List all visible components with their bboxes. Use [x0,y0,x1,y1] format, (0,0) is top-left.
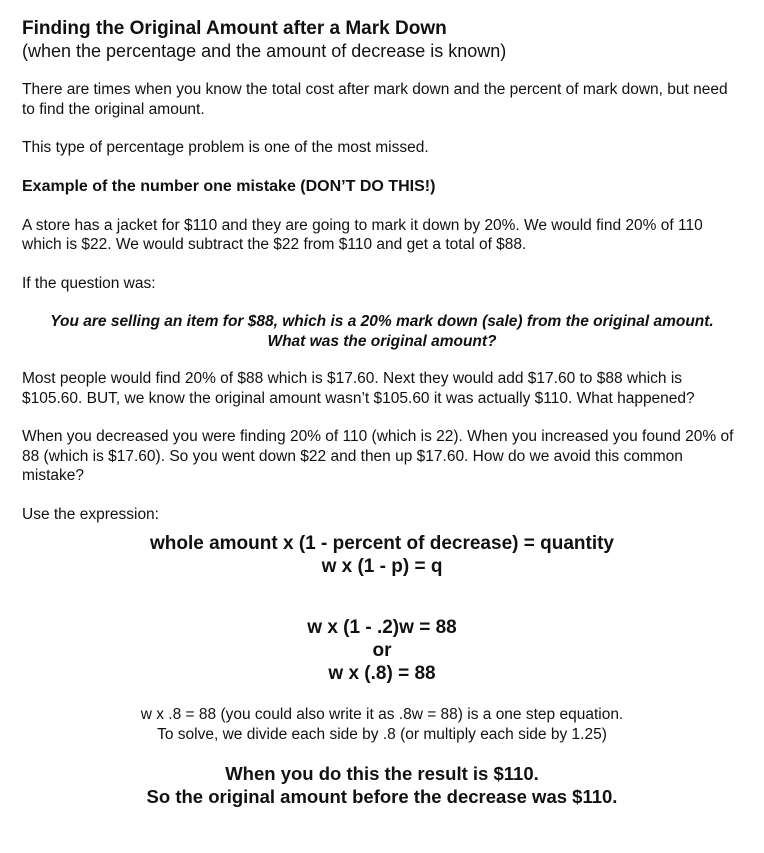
explanation-line-1: w x .8 = 88 (you could also write it as .8w = 88) is a one step equation. [140,706,624,723]
example-paragraph: A store has a jacket for $110 and they are going to mark it down by 20%. We would find 20% of 110 which is $22. We would subtract the $22 from $110 and get a total of $88. [22,216,703,253]
formula-symbols: w x (1 - p) = q [321,556,443,577]
most-people-paragraph: Most people would find 20% of $88 which is $17.60. Next they would add $17.60 to $88 which is $105.60. BUT, we know the original amount wasn’t $105.60 it was actually $110. What happened? [22,370,695,407]
page-subtitle: (when the percentage and the amount of decrease is known) [22,41,507,61]
equation-2: w x (.8) = 88 [328,663,436,684]
explanation-block [22,705,742,744]
use-expression-text: Use the expression: [22,505,159,523]
example-heading: Example of the number one mistake (DON’T DO THIS!) [22,177,436,195]
missed-note-paragraph: This type of percentage problem is one of the most missed. [22,139,429,156]
equation-block [22,616,742,685]
equation-1: w x (1 - .2)w = 88 [307,617,457,638]
question-line-1: You are selling an item for $88, which is a 20% mark down (sale) from the original amount. [50,313,714,330]
formula-block [22,532,742,578]
decreased-paragraph: When you decreased you were finding 20% of 110 (which is 22). When you increased you found 20% of 88 (which is $17.60). So you went down $22 and then up $17.60. How do we avoid this common mistake? [22,428,734,484]
result-line-1: When you do this the result is $110. [225,763,539,784]
question-block [22,312,742,351]
equation-or: or [372,640,392,661]
result-line-2: So the original amount before the decrease was $110. [146,786,618,807]
question-lead: If the question was: [22,274,156,292]
page-title: Finding the Original Amount after a Mark Down [22,18,447,39]
formula-words: whole amount x (1 - percent of decrease) = quantity [149,533,614,554]
question-line-2: What was the original amount? [267,332,497,350]
explanation-line-2: To solve, we divide each side by .8 (or multiply each side by 1.25) [157,725,607,743]
result-block [22,762,742,808]
intro-paragraph: There are times when you know the total cost after mark down and the percent of mark down, but need to find the original amount. [22,81,728,118]
